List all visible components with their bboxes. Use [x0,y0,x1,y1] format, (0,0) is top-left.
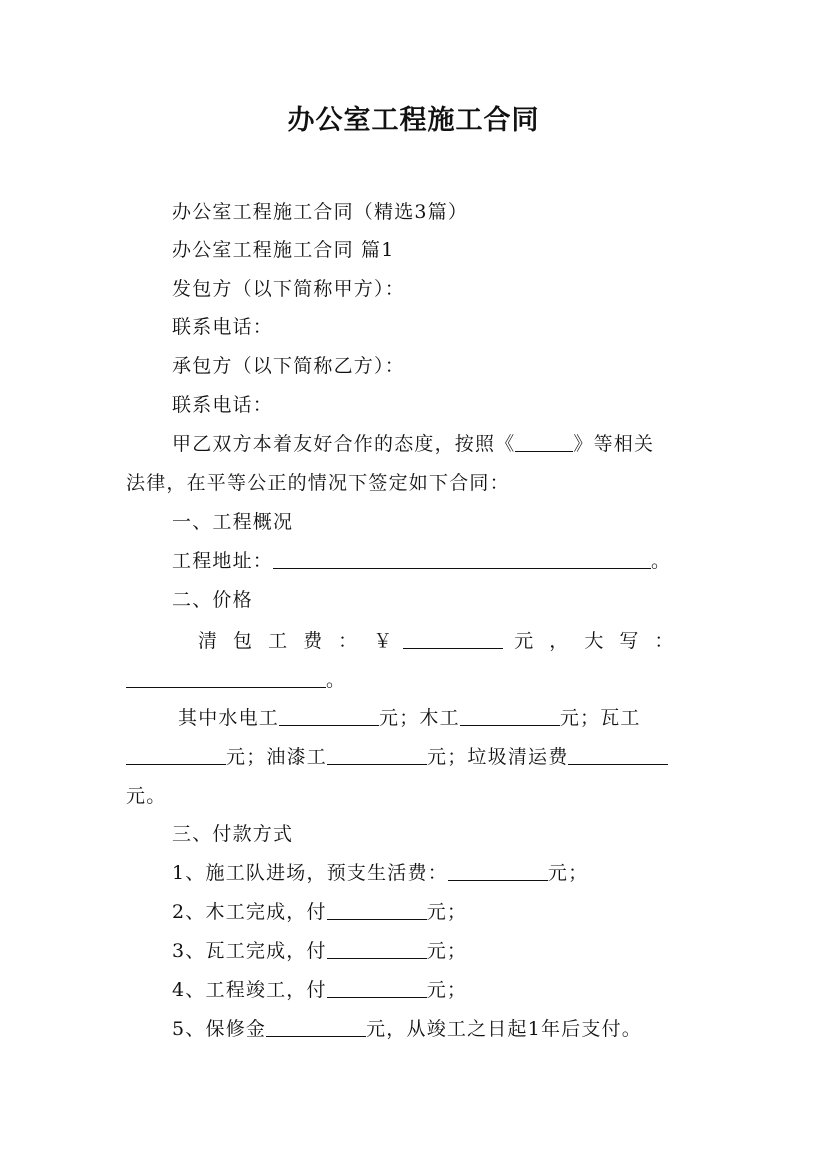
payment-item-4 [172,978,467,1002]
carpentry-label: 元；木工 [379,707,460,729]
payment-item-5-label: 5、保修金 [172,1018,267,1040]
party-a-line: 发包方（以下简称甲方）： [172,278,405,300]
labor-fee-capital-line [126,668,346,692]
payment-item-1 [172,861,588,885]
payment-item-5-unit: 元，从竣工之日起1年后支付。 [366,1018,642,1040]
subtitle-line: 办公室工程施工合同（精选3篇） [172,201,469,223]
trade-fees-line-1 [178,706,641,730]
payment-item-2-unit: 元； [426,901,468,923]
payment-item-3-blank [327,940,427,959]
electric-label: 其中水电工 [178,707,280,729]
payment-item-3-unit: 元； [426,940,468,962]
tiling-label: 元；瓦工 [559,707,641,729]
project-address-blank [273,550,651,569]
party-b-line: 承包方（以下简称乙方）： [172,355,405,377]
section-1-heading: 一、工程概况 [172,511,294,533]
painting-label: 元；油漆工 [226,746,328,768]
payment-item-3-label: 3、瓦工完成，付 [172,940,327,962]
payment-item-4-blank [327,979,427,998]
party-a-phone-line: 联系电话： [172,316,274,338]
labor-fee-line [198,629,678,653]
intro-line-1 [172,432,654,456]
payment-item-3 [172,939,467,963]
payment-item-1-unit: 元； [547,862,589,884]
project-address-label: 工程地址： [172,550,274,572]
labor-fee-capital-period: 。 [326,669,347,691]
law-name-blank [515,433,573,452]
trade-fees-line-2 [126,745,668,769]
payment-item-5 [172,1017,642,1041]
electric-blank [279,707,379,726]
payment-item-2 [172,900,467,924]
project-address-line [172,549,671,573]
payment-item-2-label: 2、木工完成，付 [172,901,327,923]
payment-item-4-label: 4、工程竣工，付 [172,979,327,1001]
labor-fee-unit: 元 ， 大 写 ： [503,630,679,652]
payment-item-5-blank [266,1018,366,1037]
section-2-heading: 二、价格 [172,589,253,611]
section-3-heading: 三、付款方式 [172,823,294,845]
payment-item-1-label: 1、施工队进场，预支生活费： [172,862,448,884]
intro-text-end: 》等相关 [573,433,655,455]
project-address-period: 。 [651,550,672,572]
payment-item-2-blank [327,901,427,920]
section-heading: 办公室工程施工合同 篇1 [172,239,395,261]
party-b-phone-line: 联系电话： [172,394,274,416]
labor-fee-capital-blank [126,669,326,688]
trade-fees-line-3: 元。 [126,785,167,807]
waste-removal-label: 元；垃圾清运费 [427,746,569,768]
payment-item-1-blank [448,862,548,881]
labor-fee-amount-blank [403,630,503,649]
carpentry-blank [460,707,560,726]
tiling-blank [126,746,226,765]
waste-removal-blank [568,746,668,765]
intro-line-2: 法律，在平等公正的情况下签定如下合同： [126,472,510,494]
labor-fee-label: 清 包 工 费 ： ￥ [198,630,398,652]
document-title: 办公室工程施工合同 [287,105,540,136]
intro-text-start: 甲乙双方本着友好合作的态度，按照《 [172,433,516,455]
painting-blank [327,746,427,765]
payment-item-4-unit: 元； [426,979,468,1001]
